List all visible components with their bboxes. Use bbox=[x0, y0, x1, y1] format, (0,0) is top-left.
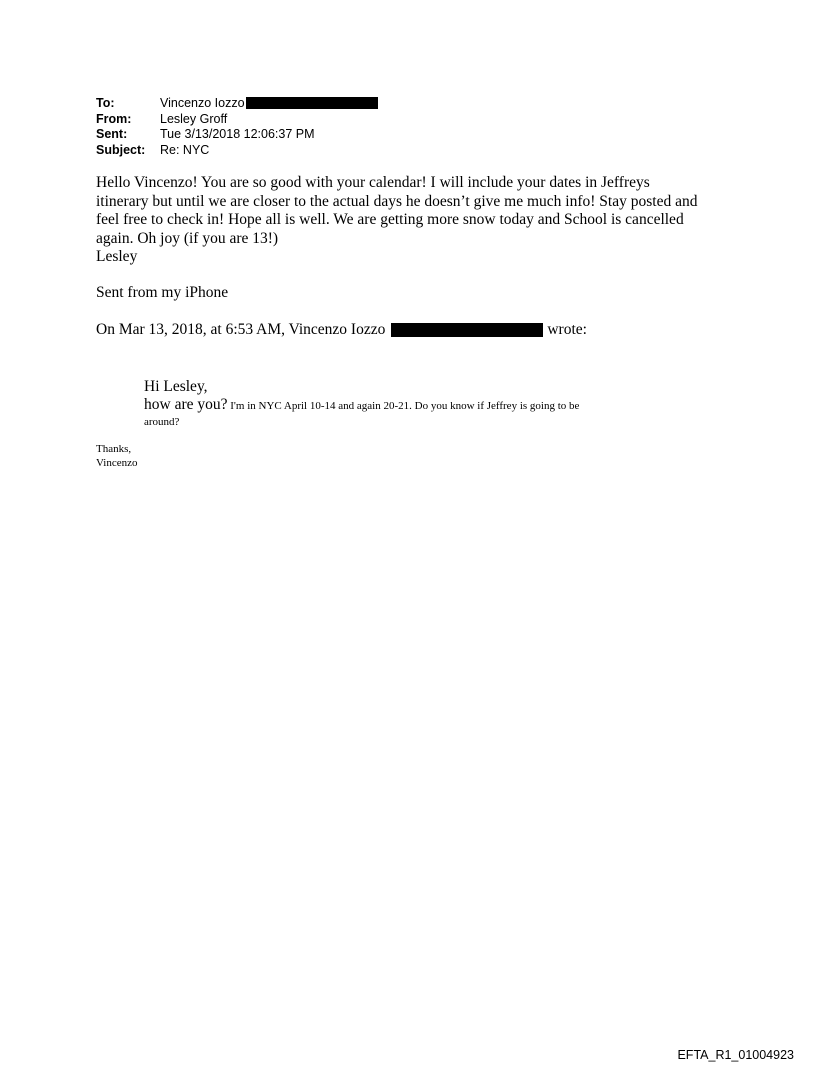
attribution-wrote: wrote: bbox=[547, 321, 587, 338]
body-line: Hello Vincenzo! You are so good with your calendar! I will include your dates in Jeffreys bbox=[96, 174, 650, 191]
from-label: From: bbox=[96, 111, 132, 126]
to-row bbox=[96, 96, 378, 112]
subject-label: Subject: bbox=[96, 142, 146, 157]
message-body bbox=[96, 174, 736, 267]
attribution-text: On Mar 13, 2018, at 6:53 AM, Vincenzo Iozzo bbox=[96, 321, 386, 338]
quoted-text: I'm in NYC April 10-14 and again 20-21. Do you know if Jeffrey is going to be bbox=[227, 400, 580, 412]
body-line: again. Oh joy (if you are 13!) bbox=[96, 229, 279, 247]
body-signature: Lesley bbox=[96, 248, 138, 265]
subject-value: Re: NYC bbox=[160, 142, 210, 157]
body-line: feel free to check in! Hope all is well. We are getting more snow today and School is cancelled bbox=[96, 211, 684, 228]
sent-value: Tue 3/13/2018 12:06:37 PM bbox=[160, 127, 315, 141]
quoted-signoff-block bbox=[96, 443, 138, 470]
quoted-text-end: around? bbox=[144, 416, 180, 428]
quoted-signoff: Thanks, bbox=[96, 443, 132, 455]
redaction-bar bbox=[246, 97, 378, 109]
document-id: EFTA_R1_01004923 bbox=[677, 1048, 794, 1062]
quoted-line bbox=[144, 396, 664, 415]
subject-row bbox=[96, 143, 378, 159]
quoted-message bbox=[144, 378, 664, 429]
from-value: Lesley Groff bbox=[160, 111, 228, 126]
quoted-greeting: Hi Lesley, bbox=[144, 378, 208, 395]
email-header bbox=[96, 96, 378, 158]
quoted-how-are-you: how are you? bbox=[144, 396, 228, 413]
to-label: To: bbox=[96, 96, 115, 110]
sent-from-iphone: Sent from my iPhone bbox=[96, 284, 229, 301]
reply-attribution bbox=[96, 321, 587, 340]
sent-label: Sent: bbox=[96, 127, 128, 141]
body-line: itinerary but until we are closer to the actual days he doesn’t give me much info! Stay posted and bbox=[96, 192, 698, 210]
to-value: Vincenzo Iozzo bbox=[160, 96, 245, 110]
from-row bbox=[96, 112, 378, 128]
quoted-signature: Vincenzo bbox=[96, 456, 138, 469]
redaction-bar bbox=[391, 323, 543, 337]
sent-row bbox=[96, 127, 378, 143]
